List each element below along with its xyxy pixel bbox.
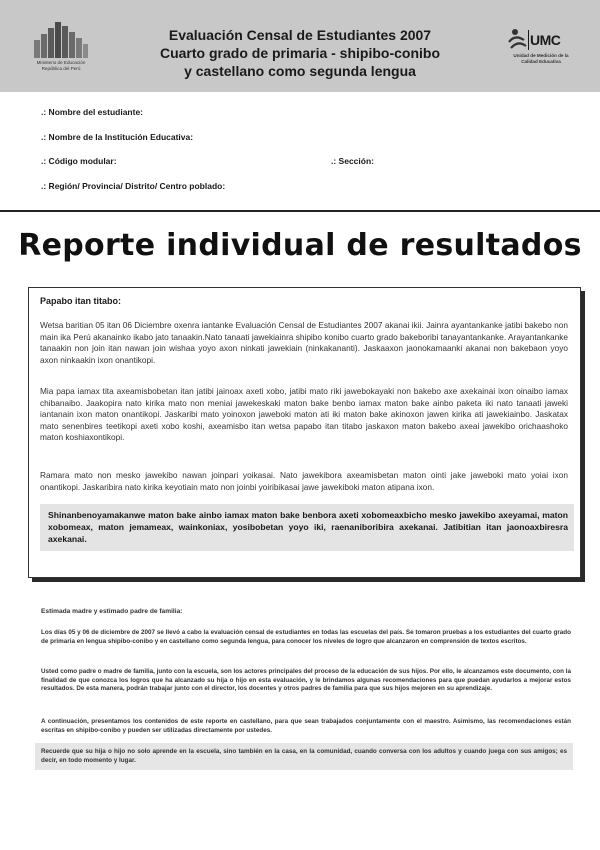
ministry-logo-caption: Ministerio de Educación República del Perú [36,60,86,71]
spanish-greeting: Estimada madre y estimado padre de familia: [41,608,183,615]
spanish-paragraph-3: A continuación, presentamos los contenidos de este reporte en castellano, para que sean trabajados conjuntamente con el maestro. Asimismo, las recomendaciones están escritas en shipibo-conibo y pueden ser utilizadas directamente por ustedes. [41,718,571,734]
student-name-label: .: Nombre del estudiante: [41,107,144,117]
school-name-label: .: Nombre de la Institución Educativa: [41,132,194,142]
header-title [130,26,470,80]
spanish-note-block [35,743,573,770]
spanish-paragraph-2-block [41,668,571,694]
shipibo-highlight: Shinanbenoyamakanwe maton bake ainbo iamax maton bake benbora axeti xobomeaxbicho mesko jawekibo axeyamai, maton xobomeax, maton jemameax, wainkoniax, yosibobetan yoyo iki, raenaniboribira axekanai. Jatibitian itan jaonoaxbiresra axekanai. [40,504,574,551]
ministry-logo [30,20,92,72]
shipibo-paragraph-3: Ramara mato non mesko jawekibo nawan joinpari yoikasai. Nato jawekibora axeamisbetan maton ointi jake jaweboki mato yoiai ixon onantikopi. Jaskaribira nato kirika keyotiain mato non joinbi yoiribikasai jawe jawekiboki maton atipana ixon. [40,470,568,492]
spanish-greeting-block [41,608,571,617]
shipibo-paragraph-1: Wetsa baritian 05 itan 06 Diciembre oxenra iantanke Evaluación Censal de Estudiantes 2007 akanai ikii. Jainra ayantankanke jatibi bakebo non main ika Perú akanainko ikabo jato tanaakin.Nato tanaati jawekiainra shipibo konibo cuarto grado bakeboribi tanayantankanke. Arayantankanke tanaakin non join itan nawan join wishaa yoyo axon ninkati jawekiain (ninkakananti). Jaskaaxon jaonokamaanki akanai non bakebaon yoyo axon ninkaakin ixon onantikopi. [40,320,568,365]
section-label: .: Sección: [331,156,374,166]
shipibo-greeting: Papabo itan titabo: [40,296,121,306]
header-title-line-2: Cuarto grado de primaria - shipibo-conibo [159,45,440,61]
region-label: .: Región/ Provincia/ Distrito/ Centro poblado: [41,181,226,191]
shipibo-message-box [28,287,581,578]
umc-logo [508,28,574,74]
umc-logo-separator [528,30,529,50]
spanish-paragraph-2: Usted como padre o madre de familia, junto con la escuela, son los actores principales del proceso de la educación de sus hijos. Por ello, le alcanzamos este documento, con la finalidad de que conozca los logros que ha alcanzado su hija o hijo en esta evaluación, y le brindamos algunas recomendaciones para que puedan ayudarlos a mejorar estos resultados. De esta manera, podrán trabajar junto con el director, los docentes y otros padres de familia para que sus hijos mejoren en su aprendizaje. [41,668,571,693]
spanish-paragraph-3-block [41,718,571,735]
report-title: Reporte individual de resultados [18,228,582,263]
student-info-section [0,92,600,212]
umc-logo-caption: Unidad de Medición de la Calidad Educativa [513,53,569,64]
modular-code-label: .: Código modular: [41,156,117,166]
header-title-line-1: Evaluación Censal de Estudiantes 2007 [168,27,432,43]
header-band [0,0,600,92]
shipibo-paragraph-2: Mia papa iamax tita axeamisbobetan itan jatibi jainoax axeti xobo, jatibi mato riki jawebokayaki non bakebo axe axekainai ixon oinaibo iamax chibanaibo. Jaakopira nato kirika mato non meniai jawekeskaki maton bake benbo iamax maton bake ainbo paketa iki nato tanaati jaweki iantanain ixon maton onantikopi. Jaskaribi mato yoinoxon jaweboki maton ati iki maton bake akinoxon jawen kirika ati jawekiainbo. Jaskatax mato senenbires teetikopi axeti xobo koshi, axeamisbo itan wetsa papabo itan titabo jaskaxon maton bakebo axeai jawekibo orichaashoko maton koshiaxontikopi. [40,386,568,442]
umc-figure-icon [508,28,528,50]
header-title-line-3: y castellano como segunda lengua [184,63,416,79]
umc-logo-text: UMC [530,32,561,48]
spanish-paragraph-1-block [41,629,571,646]
ministry-building-icon [34,20,88,58]
spanish-note: Recuerde que su hija o hijo no solo aprende en la escuela, sino también en la casa, en la comunidad, cuando conversa con los adultos y cuando juega con sus amigos; es decir, en todo momento y lugar. [35,743,573,770]
spanish-paragraph-1: Los días 05 y 06 de diciembre de 2007 se llevó a cabo la evaluación censal de estudiantes en todas las escuelas del país. Se tomaron pruebas a los estudiantes del cuarto grado de primaria en lengua shipibo-conibo y en castellano como segunda lengua, para conocer los niveles de logro que alcanzaron en comprensión de textos escritos. [41,629,571,645]
